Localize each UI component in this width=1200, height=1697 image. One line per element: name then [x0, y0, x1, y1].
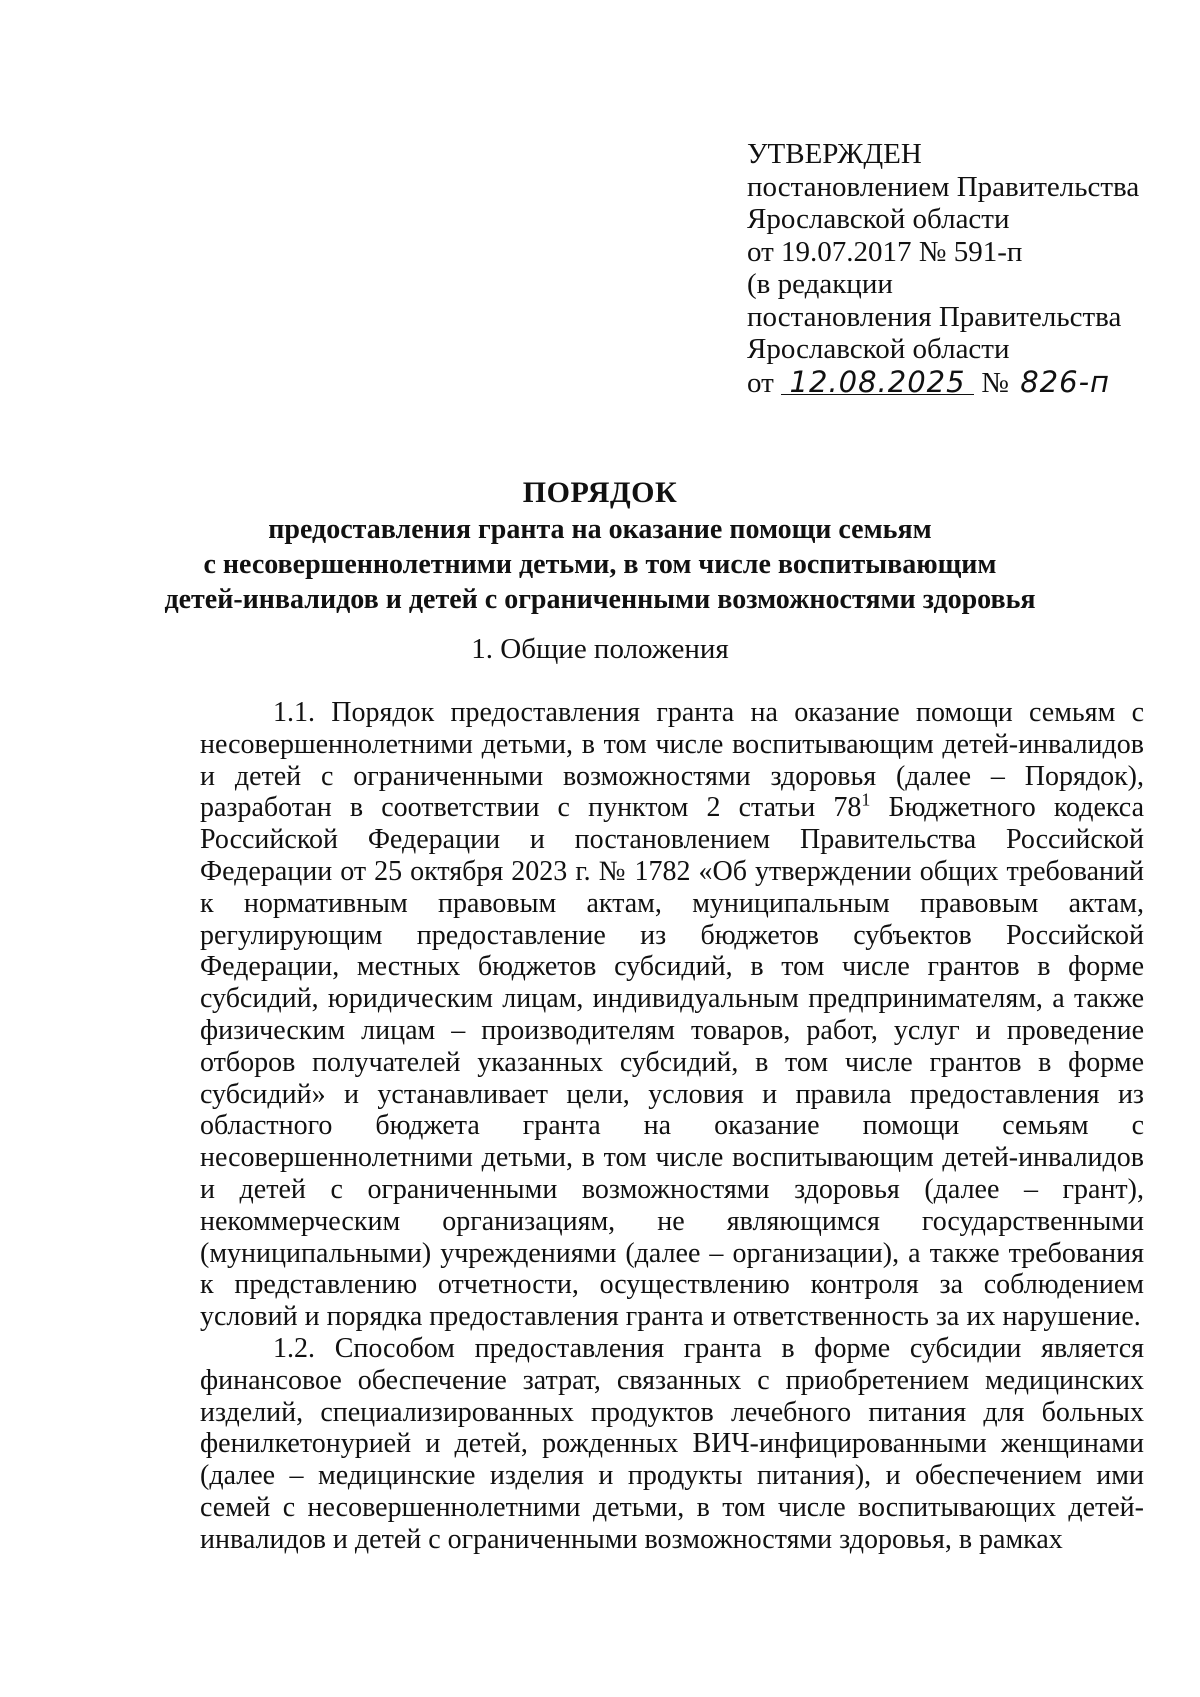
superscript: 1 — [861, 790, 871, 811]
approval-line: (в редакции — [747, 268, 893, 300]
approval-line: постановления Правительства — [747, 300, 1122, 333]
paragraph-text: Бюджетного кодекса Российской Федерации и постановлением Правительства Российской Федерации от 25 октября 2023 г. № 1782 «Об утверждении общих требований к нормативным правовым актам, муниципальным правовым актам, регулирующим предоставление из бюджетов субъектов Российской Федерации, местных бюджетов субсидий, в том числе грантов в форме субсидий, юридическим лицам, индивидуальным предпринимателям, а также физическим лицам – производителям товаров, работ, услуг и проведение отборов получателей указанных субсидий, в том числе грантов в форме субсидий» и устанавливает цели, условия и правила предоставления из областного бюджета гранта на оказание помощи семьям с несовершеннолетними детьми, в том числе воспитывающим детей-инвалидов и детей с ограниченными возможностями здоровья (далее – грант), некоммерческим организациям, не являющимся государственными (муниципальными) учреждениями (далее – организации), а также требования к представлению отчетности, осуществлению контроля за соблюдением условий и порядка предоставления гранта и ответственность за их нарушение. — [200, 792, 1144, 1333]
approval-line: постановлением Правительства — [747, 170, 1140, 203]
approval-heading: УТВЕРЖДЕН — [747, 138, 922, 170]
paragraph-text: 1.1. Порядок предоставления гранта на оказание помощи семьям с несовершеннолетними детьми, в том числе воспитывающим детей-инвалидов и детей с ограниченными возможностями здоровья (далее – Порядок), разработан в соответствии с пунктом 2 статьи 78 — [200, 697, 1144, 824]
paragraph-1-1 — [200, 697, 1144, 1333]
document-title — [0, 476, 1200, 615]
amendment-line — [747, 366, 1139, 400]
section-heading: 1. Общие положения — [471, 633, 729, 665]
approval-stamp — [747, 138, 1139, 399]
title-line: детей-инвалидов и детей с ограниченными возможностями здоровья — [164, 584, 1036, 615]
approval-line: Ярославской области — [747, 203, 1010, 235]
approval-line: Ярославской области — [747, 333, 1010, 365]
title-main: ПОРЯДОК — [522, 476, 678, 509]
handwritten-date: 12.08.2025 — [781, 366, 974, 399]
title-line: с несовершеннолетними детьми, в том числе воспитывающим — [203, 549, 997, 580]
number-sign: № — [981, 366, 1009, 399]
paragraph-1-2: 1.2. Способом предоставления гранта в форме субсидии является финансовое обеспечение затрат, связанных с приобретением медицинских изделий, специализированных продуктов лечебного питания для больных фенилкетонурией и детей, рожденных ВИЧ-инфицированными женщинами (далее – медицинские изделия и продукты питания), и обеспечением ими семей с несовершеннолетними детьми, в том числе воспитывающих детей-инвалидов и детей с ограниченными возможностями здоровья, в рамках — [200, 1332, 1144, 1555]
approval-line: от 19.07.2017 № 591-п — [747, 235, 1023, 268]
title-line: предоставления гранта на оказание помощи семьям — [268, 514, 932, 545]
document-body — [200, 697, 1144, 1556]
handwritten-number: 826-п — [1020, 364, 1110, 399]
amendment-prefix: от — [747, 366, 774, 399]
